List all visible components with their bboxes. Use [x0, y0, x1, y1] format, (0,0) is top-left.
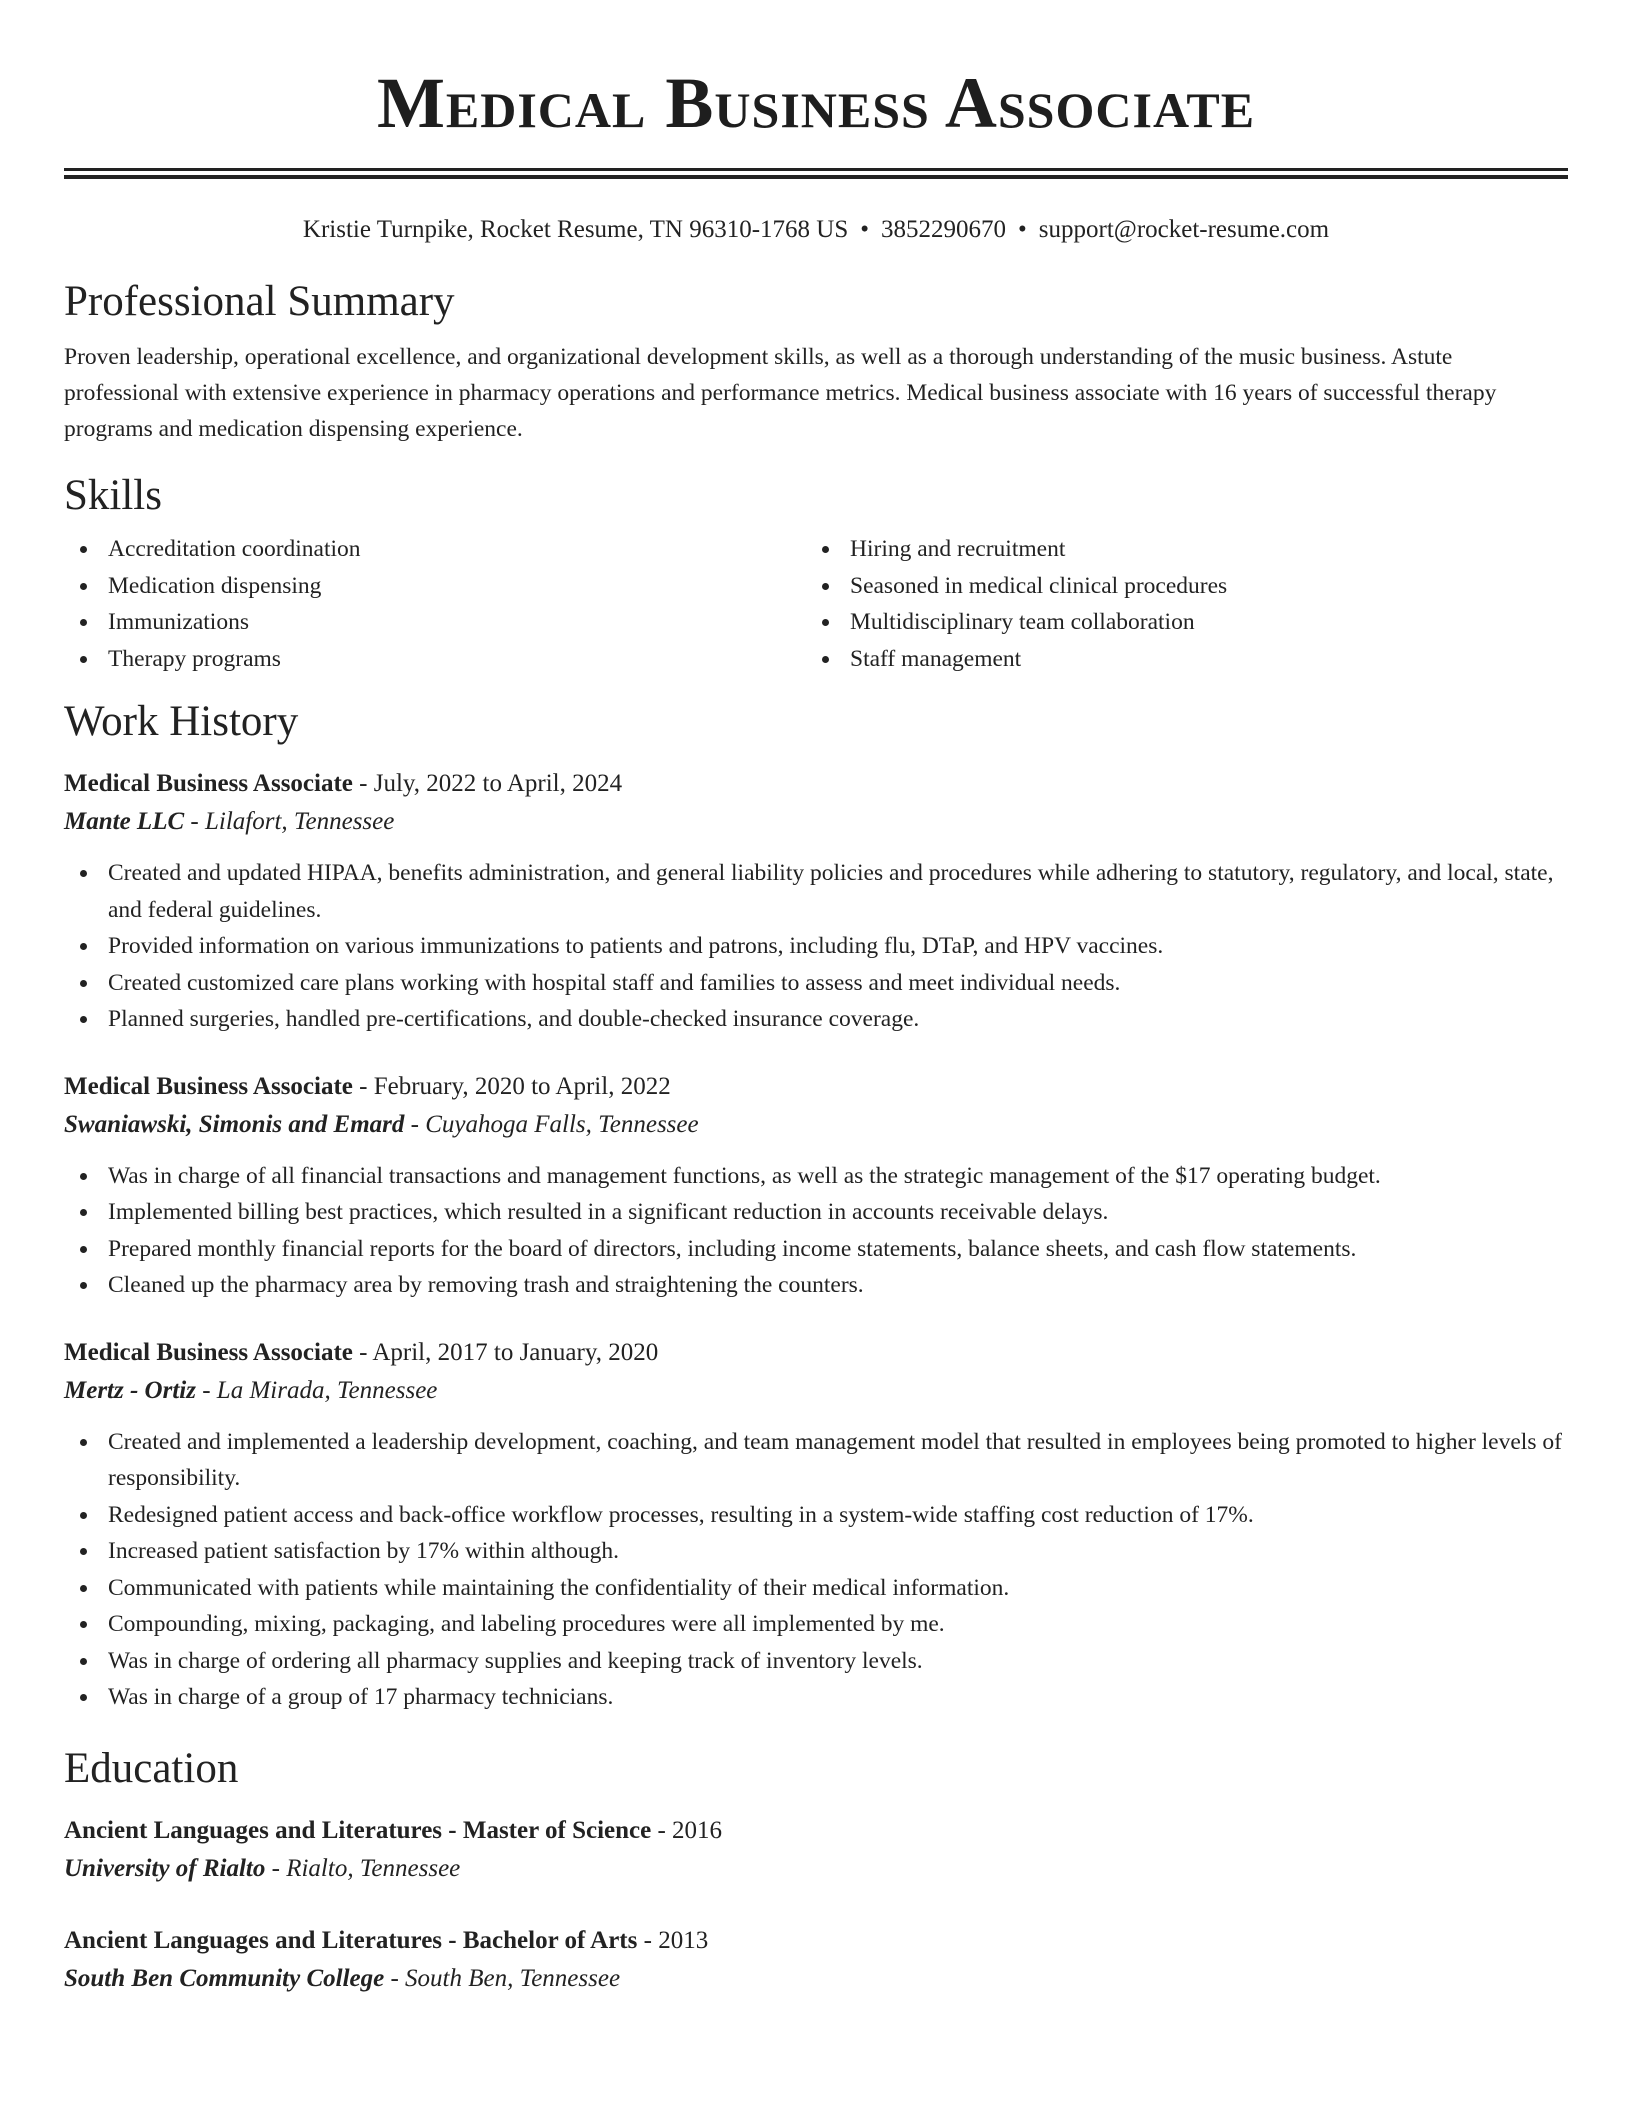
job-title: Medical Business Associate: [64, 1072, 353, 1100]
education-entry: [64, 1812, 1568, 1888]
job-dates: - July, 2022 to April, 2024: [352, 770, 623, 797]
list-item: Was in charge of all financial transactions and management functions, as well as the strategic management of the $17 operating budget.: [64, 1158, 1568, 1195]
bullet-icon: [822, 619, 829, 626]
contact-line: [64, 213, 1568, 253]
education-heading: Education: [64, 1744, 239, 1792]
list-item: Was in charge of ordering all pharmacy supplies and keeping track of inventory levels.: [64, 1643, 1568, 1680]
bullet-icon: [80, 1512, 87, 1519]
job-dates: - April, 2017 to January, 2020: [352, 1338, 659, 1366]
job-company-line: [64, 803, 1568, 841]
list-item: Increased patient satisfaction by 17% within although.: [64, 1533, 1568, 1570]
skills-heading: Skills: [64, 472, 162, 519]
bullet-icon: [80, 1621, 87, 1628]
bullet-icon: [80, 980, 87, 987]
job-title-line: [64, 765, 1568, 803]
bullet-icon: [80, 1173, 87, 1180]
job-duties: [64, 1158, 1568, 1304]
job-company: Mertz - Ortiz: [64, 1376, 196, 1404]
list-item: Cleaned up the pharmacy area by removing trash and straightening the counters.: [64, 1267, 1568, 1304]
contact-separator: •: [860, 216, 870, 243]
school-line: [64, 1960, 1568, 1998]
job-company-line: [64, 1106, 1568, 1144]
job-company: Mante LLC: [64, 808, 185, 835]
bullet-icon: [80, 1548, 87, 1555]
bullet-icon: [822, 583, 829, 590]
bullet-icon: [80, 1439, 87, 1446]
resume-title: Medical Business Associate: [376, 63, 1256, 143]
bullet-icon: [80, 1658, 87, 1665]
list-item: Communicated with patients while maintaining the confidentiality of their medical information.: [64, 1570, 1568, 1607]
list-item: Was in charge of a group of 17 pharmacy technicians.: [64, 1679, 1568, 1716]
job-title: Medical Business Associate: [64, 770, 353, 797]
list-item: Planned surgeries, handled pre-certifications, and double-checked insurance coverage.: [64, 1001, 1568, 1038]
list-item: Implemented billing best practices, which resulted in a significant reduction in accounts receivable delays.: [64, 1194, 1568, 1231]
list-item: Compounding, mixing, packaging, and labeling procedures were all implemented by me.: [64, 1606, 1568, 1643]
job-entry: [64, 765, 1568, 1038]
job-entry: [64, 1334, 1568, 1716]
job-company: Swaniawski, Simonis and Emard: [64, 1110, 405, 1138]
job-location: - Lilafort, Tennessee: [184, 808, 395, 835]
degree: Ancient Languages and Literatures - Bachelor of Arts: [64, 1926, 638, 1954]
skill-item: Staff management: [806, 641, 1548, 678]
bullet-icon: [80, 943, 87, 950]
job-duties: [64, 855, 1568, 1038]
school-location: - Rialto, Tennessee: [265, 1854, 461, 1882]
contact-address: Kristie Turnpike, Rocket Resume, TN 96310-1768 US: [302, 216, 849, 243]
bullet-icon: [80, 1246, 87, 1253]
bullet-icon: [822, 656, 829, 663]
job-title: Medical Business Associate: [64, 1338, 353, 1366]
job-title-line: [64, 1334, 1568, 1372]
skill-item: Seasoned in medical clinical procedures: [806, 568, 1548, 605]
title-divider: [64, 168, 1568, 179]
degree-line: [64, 1922, 1568, 1960]
skill-item: Accreditation coordination: [64, 531, 806, 568]
job-title-line: [64, 1068, 1568, 1106]
list-item: Prepared monthly financial reports for the board of directors, including income statements, balance sheets, and cash flow statements.: [64, 1231, 1568, 1268]
list-item: Created customized care plans working with hospital staff and families to assess and meet individual needs.: [64, 965, 1568, 1002]
skills-list: [64, 531, 1568, 677]
job-duties: [64, 1424, 1568, 1716]
job-location: - La Mirada, Tennessee: [195, 1376, 438, 1404]
school-name: University of Rialto: [64, 1854, 266, 1882]
graduation-year: - 2016: [651, 1816, 723, 1844]
graduation-year: - 2013: [637, 1926, 709, 1954]
bullet-icon: [80, 619, 87, 626]
bullet-icon: [80, 1209, 87, 1216]
bullet-icon: [80, 1694, 87, 1701]
bullet-icon: [822, 546, 829, 553]
bullet-icon: [80, 1016, 87, 1023]
skill-item: Therapy programs: [64, 641, 806, 678]
education-entry: [64, 1922, 1568, 1998]
contact-email: support@rocket-resume.com: [1038, 216, 1330, 243]
job-company-line: [64, 1372, 1568, 1410]
job-location: - Cuyahoga Falls, Tennessee: [404, 1110, 699, 1138]
skill-item: Hiring and recruitment: [806, 531, 1548, 568]
summary-heading: Professional Summary: [64, 278, 455, 325]
bullet-icon: [80, 546, 87, 553]
skill-item: Medication dispensing: [64, 568, 806, 605]
skills-column-left: [64, 531, 806, 677]
work-history-heading: Work History: [64, 698, 299, 745]
bullet-icon: [80, 656, 87, 663]
summary-text: Proven leadership, operational excellence, and organizational development skills, as well as a thorough understanding of the music business. Astute professional with extensive experience in pharmacy operations and performance metrics. Medical business associate with 16 years of successful therapy programs and medication dispensing experience.: [64, 344, 1497, 442]
resume-page: [64, 0, 1568, 1998]
list-item: Provided information on various immunizations to patients and patrons, including flu, DTaP, and HPV vaccines.: [64, 928, 1568, 965]
job-dates: - February, 2020 to April, 2022: [352, 1072, 671, 1100]
contact-separator: •: [1018, 216, 1027, 243]
job-entry: [64, 1068, 1568, 1304]
bullet-icon: [80, 583, 87, 590]
school-line: [64, 1850, 1568, 1888]
list-item: Created and implemented a leadership development, coaching, and team management model that resulted in employees being promoted to higher levels of responsibility.: [64, 1424, 1568, 1497]
bullet-icon: [80, 1282, 87, 1289]
list-item: Created and updated HIPAA, benefits administration, and general liability policies and procedures while adhering to statutory, regulatory, and local, state, and federal guidelines.: [64, 855, 1568, 928]
school-location: - South Ben, Tennessee: [384, 1964, 621, 1992]
skills-column-right: [806, 531, 1548, 677]
skill-item: Immunizations: [64, 604, 806, 641]
school-name: South Ben Community College: [64, 1964, 385, 1992]
contact-phone: 3852290670: [881, 216, 1007, 243]
bullet-icon: [80, 1585, 87, 1592]
degree-line: [64, 1812, 1568, 1850]
bullet-icon: [80, 870, 87, 877]
skill-item: Multidisciplinary team collaboration: [806, 604, 1548, 641]
degree: Ancient Languages and Literatures - Master of Science: [64, 1816, 652, 1844]
list-item: Redesigned patient access and back-office workflow processes, resulting in a system-wide staffing cost reduction of 17%.: [64, 1497, 1568, 1534]
